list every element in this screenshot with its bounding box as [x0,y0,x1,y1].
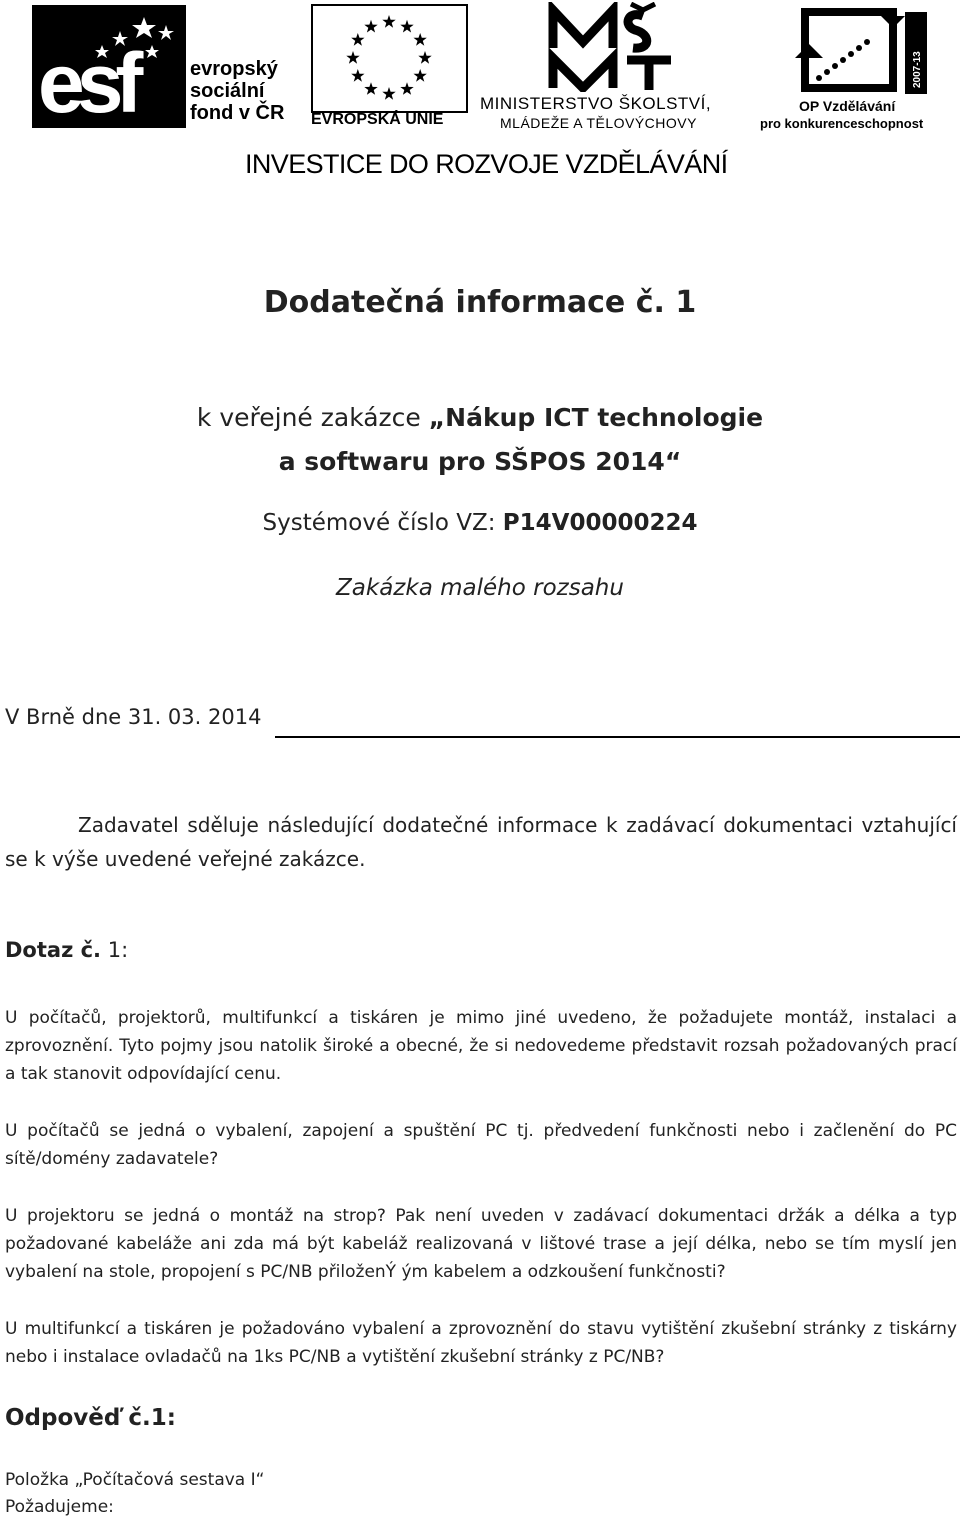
eu-star-icon [351,69,364,82]
investice-slogan: INVESTICE DO ROZVOJE VZDĚLÁVÁNÍ [245,149,728,179]
order-type: Zakázka malého rozsahu [336,575,624,601]
intro-text: Zadavatel sděluje následující dodatečné informace k zadávací dokumentaci vztahující se k výše uvedené veřejné zakázce. [5,813,957,871]
eu-star-icon [346,51,359,64]
eu-star-icon [414,33,427,46]
esf-caption [190,58,284,124]
question-heading [5,938,128,962]
op-emblem-icon [795,8,935,96]
intro-paragraph [5,808,957,876]
eu-star-icon [414,69,427,82]
item-line: Položka „Počítačová sestava I“ [5,1470,265,1490]
op-caption-line1: OP Vzdělávání [799,98,896,114]
question-number: 1: [101,938,129,962]
answer-heading: Odpověď č.1: [5,1405,176,1431]
subtitle-prefix: k veřejné zakázce [196,403,429,432]
esf-letters: esf [38,36,136,130]
eu-star-icon [382,15,395,28]
msmt-caption-line2: MLÁDEŽE A TĚLOVÝCHOVY [500,115,697,131]
esf-logo [32,5,186,128]
msmt-caption-line1: MINISTERSTVO ŠKOLSTVÍ, [480,94,712,113]
op-years-label: 2007-13 [912,51,923,88]
system-number [0,510,960,536]
subtitle-bold-line1: „Nákup ICT technologie [428,403,764,432]
document-title: Dodatečná informace č. 1 [263,285,697,320]
subtitle-bold-line2: a softwaru pro SŠPOS 2014“ [278,447,682,476]
eu-star-icon [382,87,395,100]
question-paragraph: U multifunkcí a tiskáren je požadováno vybalení a zprovoznění do stavu vytištění zkušební stránky z tiskárny nebo i instalace ovladačů na 1ks PC/NB a vytištění zkušební stránky z PC/NB? [5,1319,957,1367]
op-logo [795,8,935,101]
system-number-label: Systémové číslo VZ: [262,510,503,536]
document-subtitle [0,396,960,484]
eu-star-icon [400,82,413,95]
op-caption-line2: pro konkurenceschopnost [760,116,924,131]
eu-stars-icon [313,6,466,111]
question-paragraph: U počítačů se jedná o vybalení, zapojení a spuštění PC tj. předvedení funkčnosti nebo i začlenění do PC sítě/domény zadavatele? [5,1121,957,1169]
question-paragraph: U projektoru se jedná o montáž na strop? Pak není uveden v zadávací dokumentaci držák a délka a typ požadované kabeláže ani zda má být kabeláž realizovaná v lištové trase a její délka, nebo se tím myslí jen vybalení na stole, propojení s PC/NB přiloženÝ ým kabelem a odzkoušení funkčnosti? [5,1206,957,1282]
question-paragraph: U počítačů, projektorů, multifunkcí a tiskáren je mimo jiné uvedeno, že požadujete montáž, instalaci a zprovoznění. Tyto pojmy jsou natolik široké a obecné, že si nedovedeme představit rozsah požadovaných prací a tak stanovit odpovídající cenu. [5,1008,957,1084]
requirement-line: Požadujeme: [5,1497,114,1517]
eu-star-icon [400,20,413,33]
question-label: Dotaz č. [5,938,102,962]
esf-caption-line: sociální [190,80,265,102]
msmt-monogram-icon [543,2,683,92]
eu-star-icon [364,82,377,95]
eu-star-icon [364,20,377,33]
eu-caption: EVROPSKÁ UNIE [311,111,444,128]
esf-caption-line: evropský [190,58,278,80]
eu-star-icon [351,33,364,46]
eu-flag-logo [311,4,468,113]
document-date: V Brně dne 31. 03. 2014 [5,705,262,729]
msmt-logo [543,2,683,97]
esf-caption-line: fond v ČR [190,102,285,124]
divider [275,736,960,738]
eu-star-icon [418,51,431,64]
system-number-value: P14V00000224 [502,510,698,536]
